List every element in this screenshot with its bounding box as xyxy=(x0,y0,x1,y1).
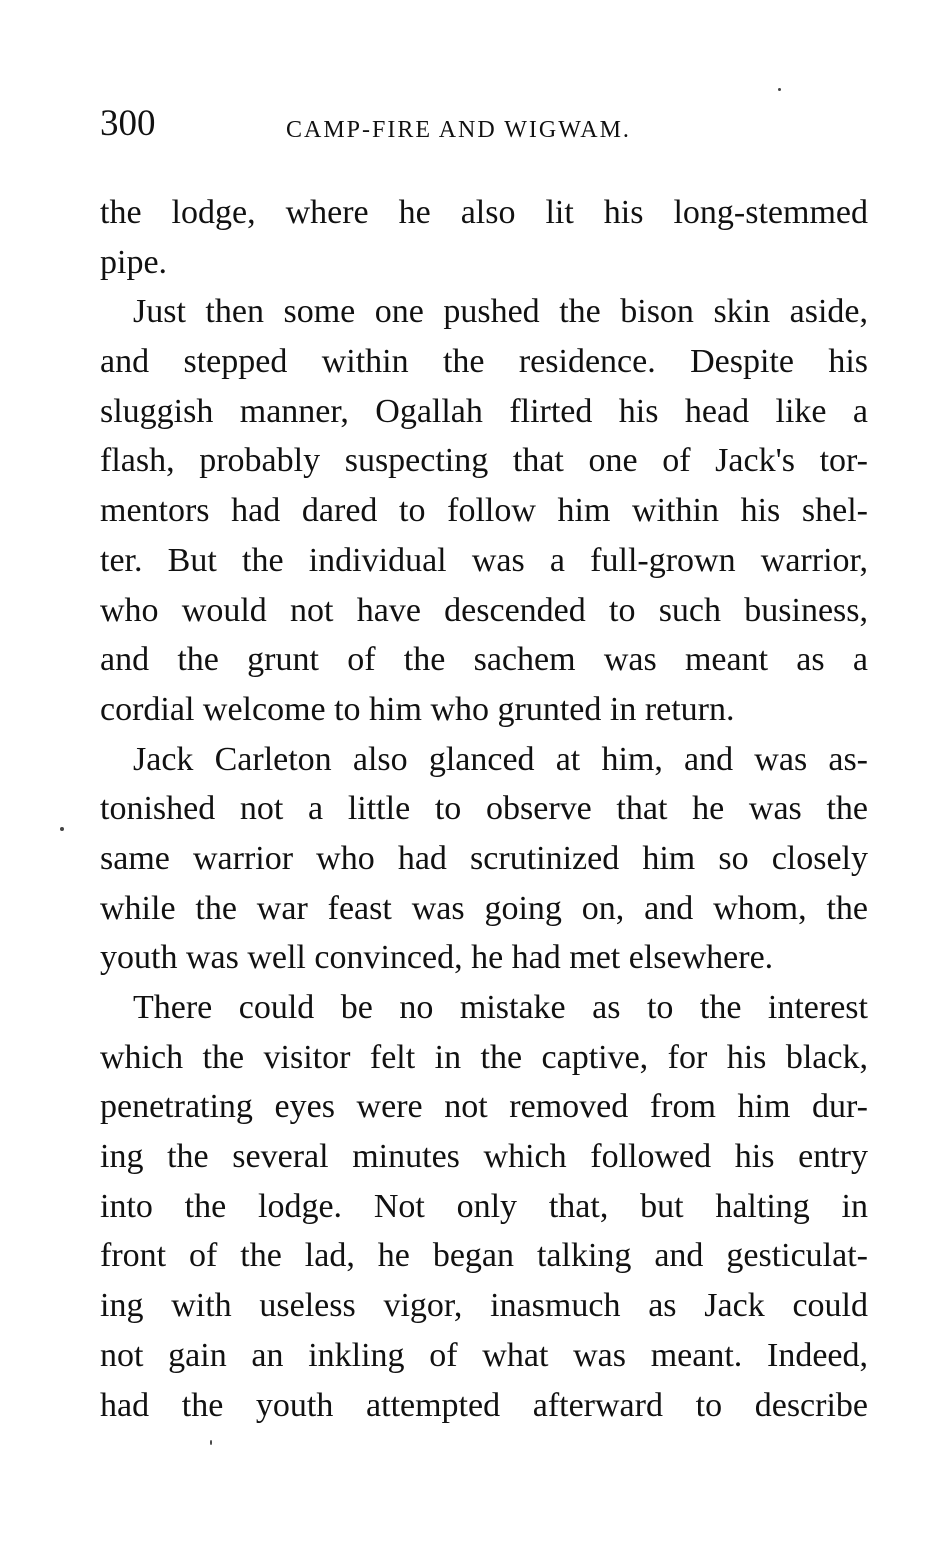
text-line: Jack Carleton also glanced at him, and was as- xyxy=(133,740,868,778)
text-line: ing the several minutes which followed his entry xyxy=(100,1138,868,1176)
text-line: who would not have descended to such business, xyxy=(100,591,868,629)
text-line: the lodge, where he also lit his long-stemmed xyxy=(100,194,868,231)
scan-speck xyxy=(210,1440,212,1445)
text-line: into the lodge. Not only that, but halting in xyxy=(100,1187,868,1225)
text-line: not gain an inkling of what was meant. Indeed, xyxy=(100,1336,868,1374)
page-number: 300 xyxy=(100,103,156,144)
text-line: which the visitor felt in the captive, for his black, xyxy=(100,1038,868,1076)
text-line: There could be no mistake as to the interest xyxy=(133,989,868,1026)
scan-speck xyxy=(778,88,781,91)
page-header xyxy=(100,100,870,150)
text-line: tonished not a little to observe that he was the xyxy=(100,790,868,828)
scan-speck xyxy=(60,827,64,831)
text-line: youth was well convinced, he had met elsewhere. xyxy=(100,939,774,977)
text-line: penetrating eyes were not removed from him dur- xyxy=(100,1088,868,1126)
text-line: pipe. xyxy=(100,243,168,281)
text-line: sluggish manner, Ogallah flirted his head like a xyxy=(100,392,868,430)
text-line: and the grunt of the sachem was meant as a xyxy=(100,641,868,679)
text-line: and stepped within the residence. Despite his xyxy=(100,343,868,381)
text-line: ter. But the individual was a full-grown warrior, xyxy=(100,541,868,579)
text-line: had the youth attempted afterward to describe xyxy=(100,1386,868,1424)
text-line: same warrior who had scrutinized him so closely xyxy=(100,839,868,877)
text-line: ing with useless vigor, inasmuch as Jack could xyxy=(100,1287,868,1325)
text-line: flash, probably suspecting that one of Jack's tor- xyxy=(100,442,868,480)
text-line: Just then some one pushed the bison skin aside, xyxy=(133,293,868,331)
text-line: while the war feast was going on, and whom, the xyxy=(100,889,868,927)
text-line: mentors had dared to follow him within his shel- xyxy=(100,492,868,530)
text-line: front of the lad, he began talking and gesticulat- xyxy=(100,1237,868,1275)
running-title: CAMP-FIRE AND WIGWAM. xyxy=(286,117,631,143)
text-line: cordial welcome to him who grunted in return. xyxy=(100,690,735,728)
body-text xyxy=(100,188,868,1430)
